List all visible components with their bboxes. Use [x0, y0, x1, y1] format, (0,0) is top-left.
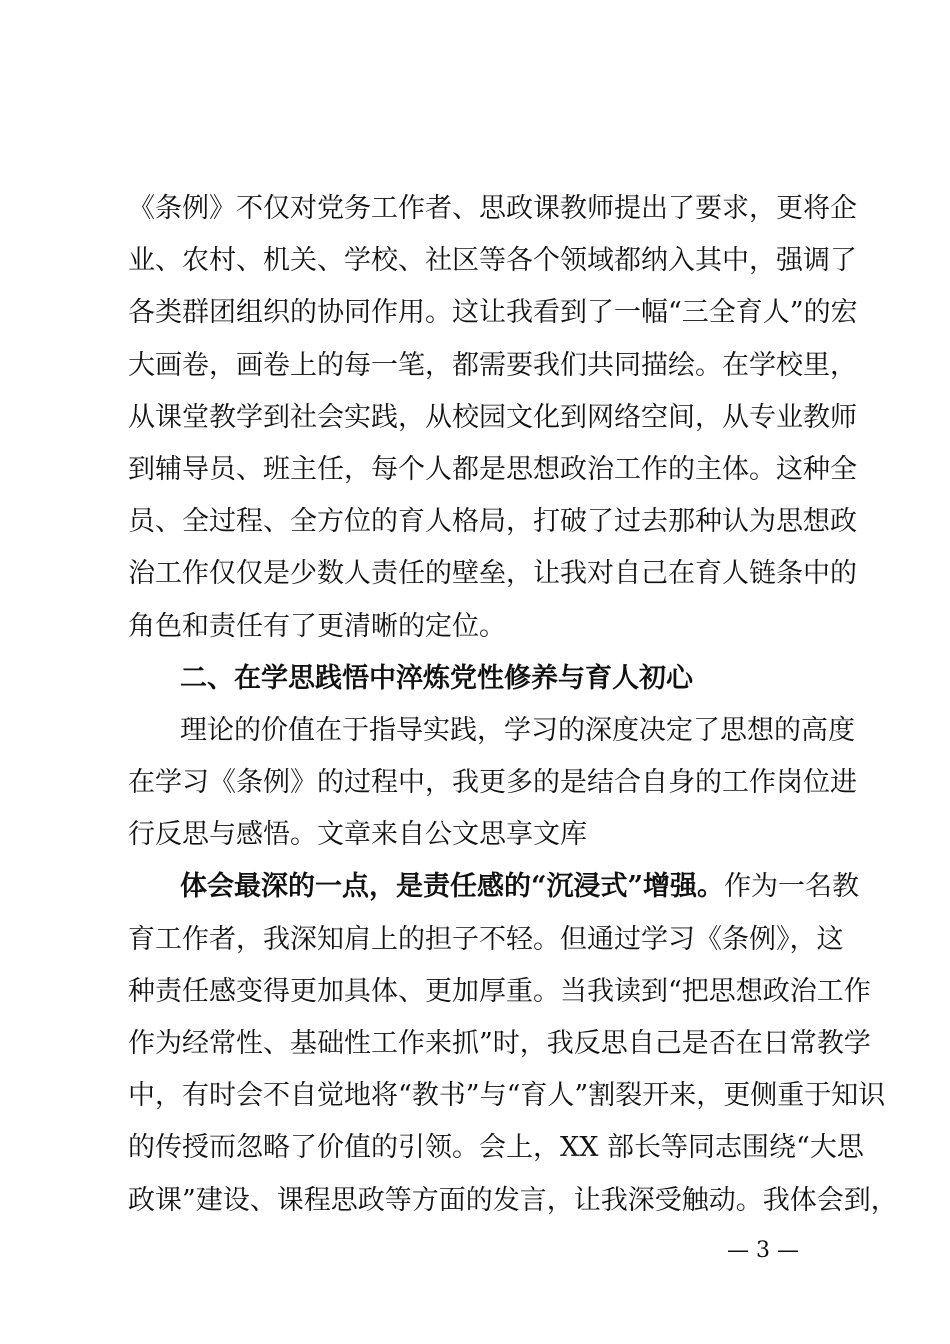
lead-sentence-rest: 作为一名教 [724, 871, 860, 903]
text-line: 育工作者，我深知肩上的担子不轻。但通过学习《条例》，这 [128, 923, 844, 955]
text-line: 《条例》不仅对党务工作者、思政课教师提出了要求，更将企 [128, 193, 857, 224]
text-line: 各类群团组织的协同作用。这让我看到了一幅“三全育人”的宏 [128, 297, 858, 329]
text-line: 行反思与感悟。文章来自公文思享文库 [128, 819, 587, 851]
text-line: 角色和责任有了更清晰的定位。 [128, 610, 506, 642]
text-line: 中，有时会不自觉地将“教书”与“育人”割裂开来，更侧重于知识 [128, 1080, 886, 1112]
document-body [128, 183, 898, 1227]
text-line: 大画卷，画卷上的每一笔，都需要我们共同描绘。在学校里， [128, 349, 857, 381]
lead-sentence-bold: 体会最深的一点，是责任感的“沉浸式”增强。 [180, 871, 725, 903]
paragraph-lead-line [128, 861, 860, 913]
text-line: 的传授而忽略了价值的引领。会上，XX 部长等同志围绕“大思 [128, 1132, 864, 1164]
text-line: 从课堂教学到社会实践，从校园文化到网络空间，从专业教师 [128, 401, 857, 433]
section-heading: 二、在学思践悟中淬炼党性修养与育人初心 [180, 662, 693, 694]
text-line: 业、农村、机关、学校、社区等各个领域都纳入其中，强调了 [128, 245, 857, 277]
text-line: 治工作仅仅是少数人责任的壁垒，让我对自己在育人链条中的 [128, 558, 857, 590]
text-line: 理论的价值在于指导实践，学习的深度决定了思想的高度 [180, 714, 855, 746]
text-line: 在学习《条例》的过程中，我更多的是结合自身的工作岗位进 [128, 767, 857, 799]
page-number: — 3 — [727, 1238, 799, 1263]
text-line: 员、全过程、全方位的育人格局，打破了过去那种认为思想政 [128, 506, 857, 538]
text-line: 政课”建设、课程思政等方面的发言，让我深受触动。我体会到， [128, 1184, 898, 1216]
text-line: 作为经常性、基础性工作来抓”时，我反思自己是否在日常教学 [128, 1028, 871, 1059]
text-line: 到辅导员、班主任，每个人都是思想政治工作的主体。这种全 [128, 453, 857, 485]
text-line: 种责任感变得更加具体、更加厚重。当我读到“把思想政治工作 [128, 975, 871, 1007]
